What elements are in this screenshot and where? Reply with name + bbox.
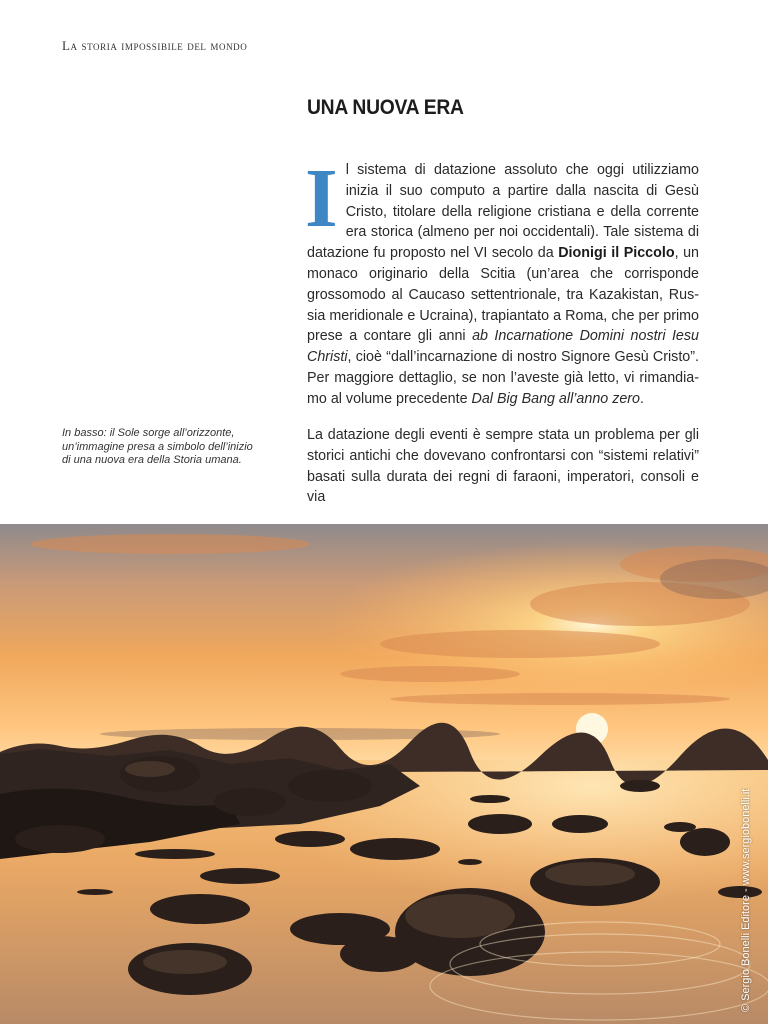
paragraph-1: [305, 152, 700, 410]
text-run: , cioè “dall’incarnazione di nostro Signore Gesù Cristo”. Per maggiore dettaglio, se non l’aveste già letto, vi rimandiamo al volume precedente: [307, 349, 699, 407]
section-title: UNA NUOVA ERA: [307, 96, 464, 119]
text-run: .: [640, 390, 644, 407]
photo-caption: In basso: il Sole sorge all’orizzonte, un’immagine presa a simbolo dell’inizio di una nuova era della Storia umana.: [62, 427, 253, 466]
text-run: , un monaco originario della Scitia (un’area che corrisponde grossomodo al Caucaso settentrionale, tra Kazakistan, Russia meridionale e Ucraina), trapiantato a Roma, che per primo prese a contare gli anni: [307, 245, 700, 345]
article-body: [305, 152, 700, 410]
latin-phrase: ab Incarnatione Domini nostri Iesu Christi: [307, 328, 699, 366]
photo-credit: © Sergio Bonelli Editore - www.sergiobonelli.it: [740, 788, 752, 1012]
sunrise-illustration: [0, 524, 768, 1024]
sunrise-photo: [0, 524, 768, 1024]
running-head: La storia impossibile del mondo: [62, 38, 248, 53]
highlight-name: Dionigi il Piccolo: [558, 245, 675, 262]
drop-cap: I: [305, 152, 338, 245]
text-run: l sistema di datazione assoluto che oggi utilizziamo inizia il suo computo a partire dalla nascita di Gesù Cristo, titolare della religione cristiana e della corrente era storica (almeno per noi occidentali). Tale sistema di datazione fu proposto nel VI secolo da: [307, 162, 699, 262]
paragraph-2: La datazione degli eventi è sempre stata un problema per gli storici antichi che dovevano confrontarsi con “sistemi relativi” basati sulla durata dei regni di faraoni, imperatori, consoli e via: [307, 427, 699, 506]
book-title: Dal Big Bang all’anno zero: [471, 390, 641, 407]
